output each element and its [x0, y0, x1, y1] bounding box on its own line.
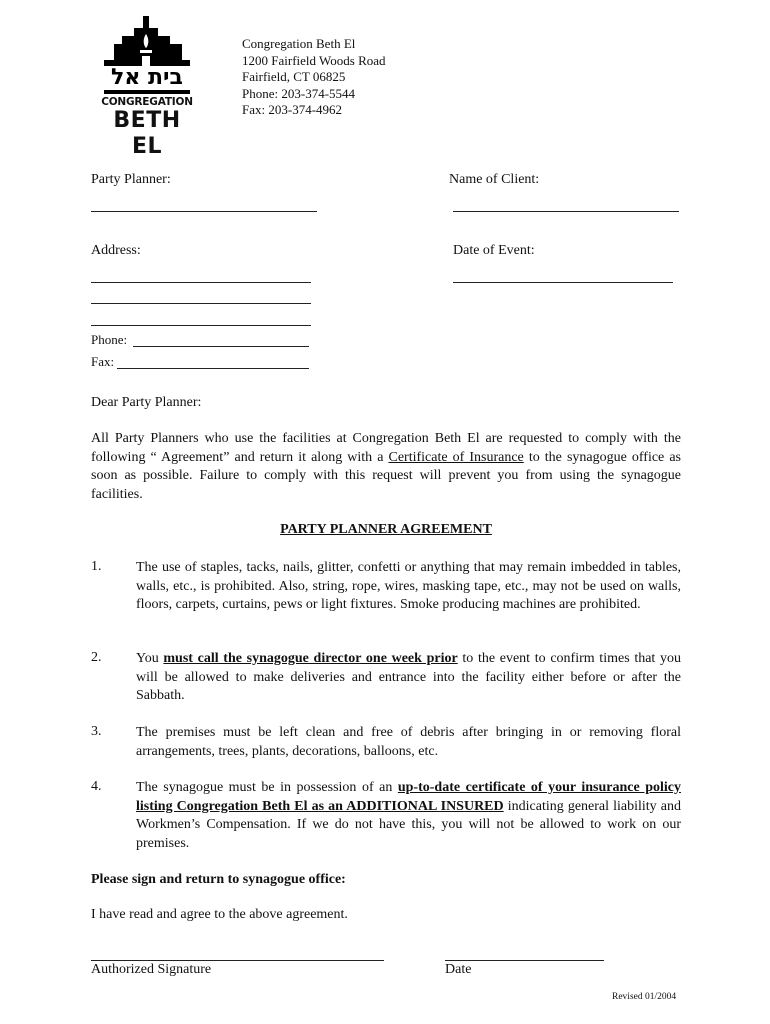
intro-text-part1: All Party Planners who use the facilities at Congregation Beth El are requested to comply with the following “ Agreement” and return it along with a: [91, 431, 681, 465]
item-2-emphasis: must call the synagogue director one week prior: [163, 651, 458, 666]
item-number-4: 4.: [91, 779, 102, 794]
party-planner-field[interactable]: [91, 211, 317, 212]
phone-number: Phone: 203-374-5544: [242, 85, 356, 101]
date-field[interactable]: [445, 960, 604, 961]
name-of-client-field[interactable]: [453, 211, 679, 212]
org-name: Congregation Beth El: [242, 36, 356, 51]
date-of-event-field[interactable]: [453, 282, 673, 283]
city-state-zip: Fairfield, CT 06825: [242, 69, 346, 84]
item-2-post: to the event to confirm times that you will be allowed to make deliveries and entrance into the facility either before or after the Sabbath.: [136, 651, 681, 703]
sign-instruction: Please sign and return to synagogue office:: [91, 872, 346, 887]
name-of-client-label: Name of Client:: [449, 172, 540, 187]
item-text-3: The premises must be left clean and free of debris after bringing in or removing floral arrangements, trees, plants, decorations, balloons, etc.: [136, 725, 681, 759]
logo-hebrew-text: בית אל: [98, 66, 196, 90]
item-4-post: indicating general liability and Workmen’s Compensation. If we do not have this, you will not be allowed to work on our premises.: [136, 798, 681, 851]
revised-note: Revised 01/2004: [612, 992, 677, 1002]
item-2-pre: You: [136, 651, 164, 666]
intro-text-part2: to the synagogue office as soon as possible. Failure to comply with this request will prevent you from using the synagogue facilities.: [91, 449, 681, 502]
item-number-1: 1.: [91, 559, 102, 574]
signature-field[interactable]: [91, 960, 384, 961]
fax-number: Fax: 203-374-4962: [242, 102, 343, 117]
item-number-2: 2.: [91, 650, 102, 665]
certificate-of-insurance-text: Certificate of Insurance: [388, 449, 524, 465]
item-4-emphasis: up-to-date certificate of your insurance policy listing Congregation Beth El as an ADDITIONAL INSURED: [136, 780, 681, 814]
address-field-line-3[interactable]: [91, 325, 311, 326]
date-of-event-label: Date of Event:: [453, 243, 535, 258]
item-text-2: [136, 650, 681, 706]
agreement-title: PARTY PLANNER AGREEMENT: [280, 522, 492, 537]
fax-label: Fax:: [91, 354, 115, 369]
item-number-3: 3.: [91, 724, 102, 739]
street-address: 1200 Fairfield Woods Road: [242, 52, 386, 68]
signature-label: Authorized Signature: [91, 962, 212, 977]
salutation: Dear Party Planner:: [91, 395, 202, 410]
agree-statement: I have read and agree to the above agreement.: [91, 907, 348, 922]
logo-congregation-text: CONGREGATION: [101, 96, 193, 108]
item-text-4: [136, 779, 681, 853]
date-label: Date: [445, 962, 472, 977]
item-4-pre: The synagogue must be in possession of an: [136, 780, 398, 795]
address-label: Address:: [91, 243, 141, 258]
congregation-logo: [98, 16, 196, 159]
header-address: [242, 36, 386, 119]
logo-beth-el-text: BETH EL: [113, 108, 181, 159]
address-field-line-2[interactable]: [91, 303, 311, 304]
party-planner-label: Party Planner:: [91, 172, 171, 187]
fax-field[interactable]: [117, 368, 309, 369]
address-field-line-1[interactable]: [91, 282, 311, 283]
phone-field[interactable]: [133, 346, 309, 347]
phone-label: Phone:: [91, 332, 128, 347]
intro-paragraph: [91, 430, 681, 504]
item-text-1: The use of staples, tacks, nails, glitter, confetti or anything that may remain imbedded in tables, walls, etc., is prohibited. Also, string, rope, wires, masking tape, etc., may not be used on walls, floors, carpets, curtains, pews or light fixtures. Smoke producing machines are prohibited.: [136, 560, 681, 612]
